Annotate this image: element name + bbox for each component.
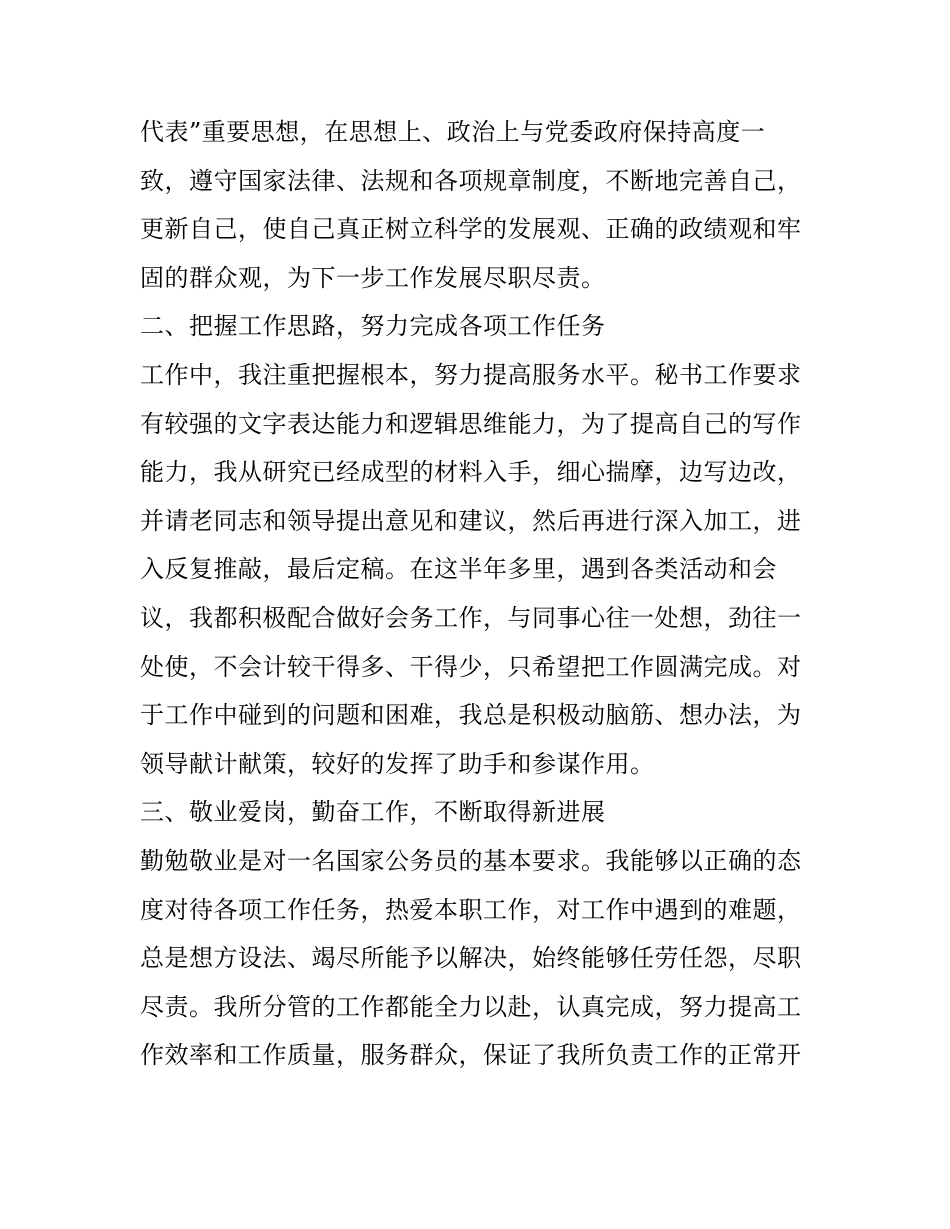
text-line: 致，遵守国家法律、法规和各项规章制度，不断地完善自己，	[140, 166, 802, 195]
text-line: 入反复推敲，最后定稿。在这半年多里，遇到各类活动和会	[140, 555, 777, 584]
text-line: 并请老同志和领导提出意见和建议，然后再进行深入加工，进	[140, 506, 802, 535]
text-line: 勤勉敬业是对一名国家公务员的基本要求。我能够以正确的态	[140, 846, 802, 875]
text-line: 领导献计献策，较好的发挥了助手和参谋作用。	[140, 749, 655, 778]
text-line: 固的群众观，为下一步工作发展尽职尽责。	[140, 263, 606, 292]
text-line: 议，我都积极配合做好会务工作，与同事心往一处想，劲往一	[140, 603, 802, 632]
text-line: 有较强的文字表达能力和逻辑思维能力，为了提高自己的写作	[140, 409, 802, 438]
text-line: 总是想方设法、竭尽所能予以解决，始终能够任劳任怨，尽职	[140, 944, 802, 973]
text-line: 代表”重要思想，在思想上、政治上与党委政府保持高度一	[140, 118, 766, 146]
text-line: 于工作中碰到的问题和困难，我总是积极动脑筋、想办法，为	[140, 701, 802, 730]
text-line: 能力，我从研究已经成型的材料入手，细心揣摩，边写边改，	[140, 458, 802, 487]
text-line: 处使，不会计较干得多、干得少，只希望把工作圆满完成。对	[140, 652, 802, 681]
section-heading-2: 二、把握工作思路，努力完成各项工作任务	[140, 312, 606, 341]
text-line: 度对待各项工作任务，热爱本职工作，对工作中遇到的难题，	[140, 895, 802, 924]
text-line: 尽责。我所分管的工作都能全力以赴，认真完成，努力提高工	[140, 992, 802, 1021]
text-line: 作效率和工作质量，服务群众，保证了我所负责工作的正常开	[140, 1041, 802, 1070]
document-body	[140, 108, 820, 1080]
text-line: 更新自己，使自己真正树立科学的发展观、正确的政绩观和牢	[140, 215, 802, 244]
text-line: 工作中，我注重把握根本，努力提高服务水平。秘书工作要求	[140, 360, 802, 389]
section-heading-3: 三、敬业爱岗，勤奋工作，不断取得新进展	[140, 798, 606, 827]
